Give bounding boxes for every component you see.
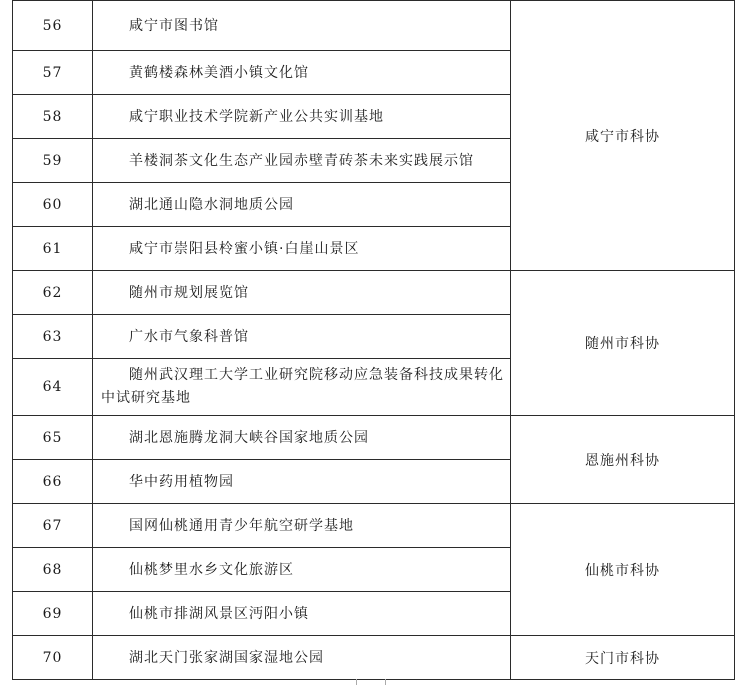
row-number: 63 [13,315,93,359]
base-name-cell [93,460,511,504]
base-name: 羊楼洞茶文化生态产业园赤壁青砖茶未来实践展示馆 [129,152,474,169]
base-name: 黄鹤楼森林美酒小镇文化馆 [129,64,309,81]
row-number: 58 [13,95,93,139]
table-row [13,636,735,680]
org-cell-xiantao: 仙桃市科协 [511,504,735,636]
base-name-cell [93,504,511,548]
base-name: 湖北天门张家湖国家湿地公园 [129,649,324,666]
org-cell-tianmen: 天门市科协 [511,636,735,680]
base-name: 咸宁市崇阳县柃蜜小镇·白崖山景区 [129,240,360,257]
base-name-cell [93,548,511,592]
base-name-cell [93,139,511,183]
base-name-cell [93,592,511,636]
page-margin-mark [356,679,357,685]
base-name-cell [93,359,511,416]
base-name-cell [93,315,511,359]
base-name: 随州市规划展览馆 [129,284,249,301]
row-number: 57 [13,51,93,95]
org-cell-xianning: 咸宁市科协 [511,1,735,271]
base-name: 随州武汉理工大学工业研究院移动应急装备科技成果转化中试研究基地 [101,367,504,406]
row-number: 59 [13,139,93,183]
base-name-cell [93,227,511,271]
base-name: 广水市气象科普馆 [129,328,249,345]
row-number: 65 [13,416,93,460]
row-number: 67 [13,504,93,548]
page-margin-mark [385,679,386,685]
row-number: 66 [13,460,93,504]
base-name: 咸宁市图书馆 [129,17,219,34]
base-name: 华中药用植物园 [129,473,234,490]
base-name: 国网仙桃通用青少年航空研学基地 [129,517,354,534]
table-row [13,1,735,51]
science-base-table [12,0,735,680]
table-row [13,271,735,315]
table-row [13,416,735,460]
row-number: 68 [13,548,93,592]
base-name: 咸宁职业技术学院新产业公共实训基地 [129,108,384,125]
row-number: 60 [13,183,93,227]
base-name: 仙桃梦里水乡文化旅游区 [129,561,294,578]
org-cell-enshi: 恩施州科协 [511,416,735,504]
base-name-cell [93,183,511,227]
row-number: 69 [13,592,93,636]
base-name: 仙桃市排湖风景区沔阳小镇 [129,605,309,622]
base-name-cell [93,95,511,139]
row-number: 64 [13,359,93,416]
base-name-cell [93,416,511,460]
base-name: 湖北通山隐水洞地质公园 [129,196,294,213]
row-number: 61 [13,227,93,271]
row-number: 62 [13,271,93,315]
base-name-cell [93,1,511,51]
base-name-cell [93,51,511,95]
base-name: 湖北恩施腾龙洞大峡谷国家地质公园 [129,429,369,446]
org-cell-suizhou: 随州市科协 [511,271,735,416]
row-number: 56 [13,1,93,51]
base-name-cell [93,636,511,680]
table-row [13,504,735,548]
base-name-cell [93,271,511,315]
row-number: 70 [13,636,93,680]
